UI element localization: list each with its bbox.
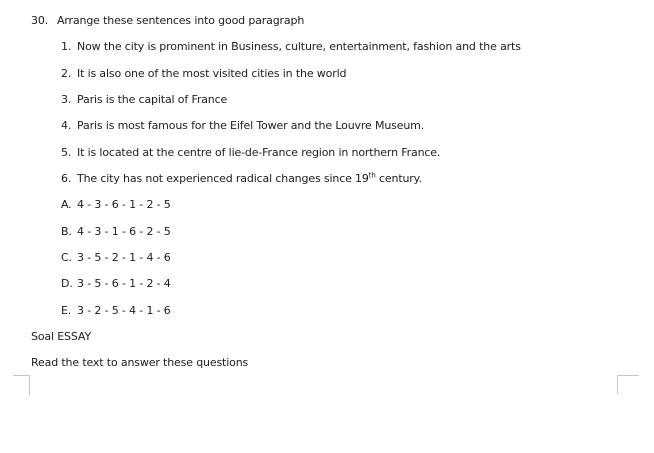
essay-section-text: Soal ESSAY [31, 330, 92, 344]
option-sequence: 3 - 5 - 6 - 1 - 2 - 4 [77, 277, 171, 291]
option-sequence: 3 - 2 - 5 - 4 - 1 - 6 [77, 303, 171, 317]
item-text-after-sup: century. [375, 172, 422, 186]
item-number: 4. [61, 119, 72, 133]
item-text [77, 171, 422, 186]
option-letter: B. [61, 224, 72, 238]
answer-option-a [0, 197, 654, 223]
sentence-item [0, 171, 654, 197]
sentence-item [0, 92, 654, 118]
sentence-item [0, 39, 654, 65]
answer-option-c [0, 250, 654, 276]
answer-option-d [0, 276, 654, 302]
question-text: Arrange these sentences into good paragraph [57, 14, 305, 27]
option-letter: A. [61, 198, 72, 212]
option-sequence: 4 - 3 - 1 - 6 - 2 - 5 [77, 224, 171, 238]
ordinal-superscript: th [368, 171, 376, 180]
option-sequence: 3 - 5 - 2 - 1 - 4 - 6 [77, 251, 171, 265]
question-header [0, 13, 654, 39]
item-text: Now the city is prominent in Business, culture, entertainment, fashion and the arts [77, 40, 521, 54]
item-text: It is also one of the most visited cities in the world [77, 66, 347, 80]
option-letter: C. [61, 251, 72, 265]
item-number: 6. [61, 172, 72, 186]
item-number: 5. [61, 145, 72, 159]
option-letter: D. [61, 277, 73, 291]
sentence-item [0, 118, 654, 144]
sentence-item [0, 66, 654, 92]
item-text: Paris is most famous for the Eifel Tower and the Louvre Museum. [77, 119, 425, 133]
item-number: 2. [61, 66, 72, 80]
item-text-before-sup: The city has not experienced radical changes since 19 [77, 172, 369, 186]
essay-instruction [0, 355, 654, 381]
option-sequence: 4 - 3 - 6 - 1 - 2 - 5 [77, 198, 171, 212]
item-text: It is located at the centre of lie-de-France region in northern France. [77, 145, 441, 159]
item-number: 3. [61, 93, 72, 107]
essay-instruction-text: Read the text to answer these questions [31, 356, 249, 370]
question-number: 30. [31, 14, 49, 27]
item-number: 1. [61, 40, 72, 54]
essay-section-label [0, 329, 654, 355]
answer-option-b [0, 224, 654, 250]
answer-option-e [0, 303, 654, 329]
sentence-item [0, 145, 654, 171]
option-letter: E. [61, 303, 72, 317]
item-text: Paris is the capital of France [77, 93, 228, 107]
